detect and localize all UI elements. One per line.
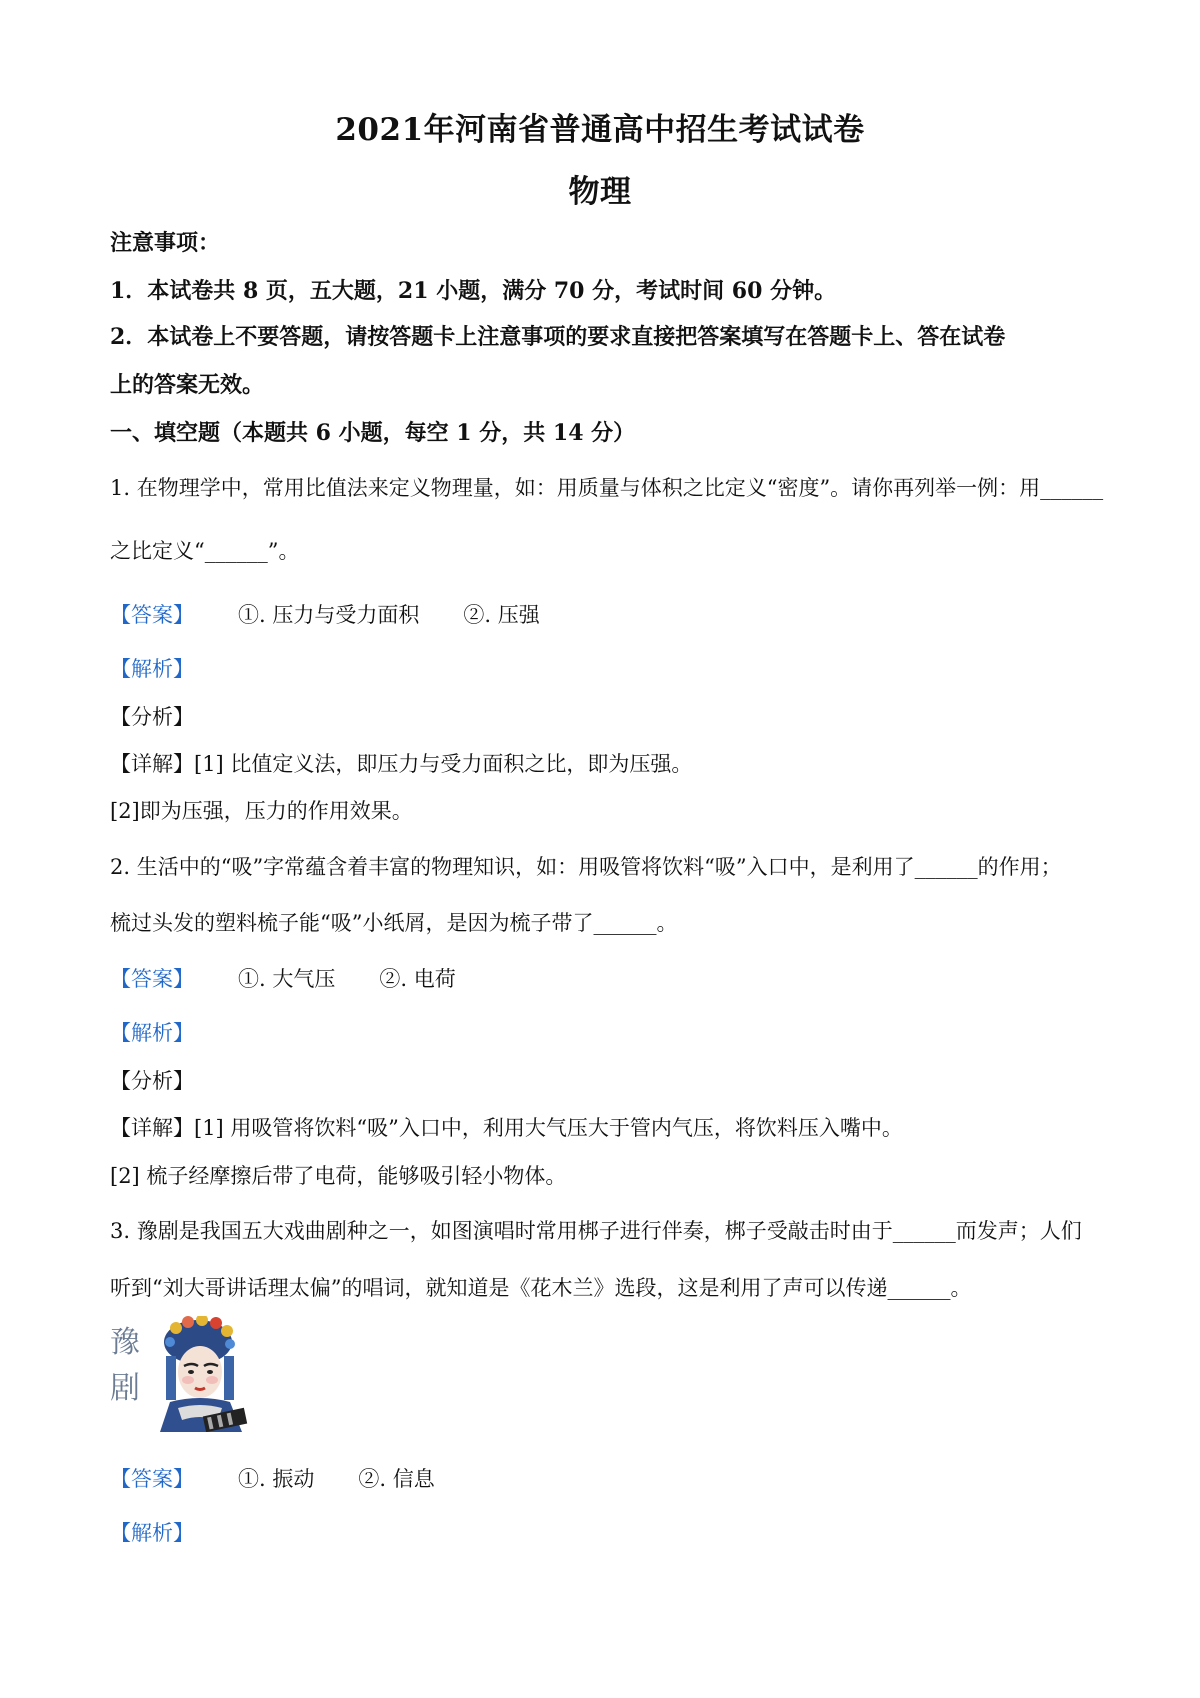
question-2-fenxi: 【分析】: [110, 1069, 194, 1093]
detail-label: 【详解】: [110, 1116, 194, 1140]
question-1-answer: [110, 600, 1110, 630]
question-1-detail-line-1: [110, 749, 1110, 779]
detail-label: 【详解】: [110, 752, 194, 776]
answer-label: 【答案】: [110, 1467, 194, 1491]
question-2-detail-line-1: [110, 1113, 1110, 1143]
answer-item: ①. 压力与受力面积: [238, 603, 420, 627]
question-3-analysis: [110, 1518, 1110, 1548]
question-1-fenxi: 【分析】: [110, 705, 194, 729]
yuju-char-2: 剧: [110, 1371, 140, 1406]
question-1-analysis: [110, 654, 1110, 684]
analysis-label: 【解析】: [110, 1021, 194, 1045]
analysis-label: 【解析】: [110, 657, 194, 681]
exam-title: 2021年河南省普通高中招生考试试卷: [335, 112, 865, 148]
section-heading: 一、填空题（本题共 6 小题，每空 1 分，共 14 分）: [110, 420, 636, 446]
question-2-answer: [110, 964, 1110, 994]
question-2-stem-line-2: 梳过头发的塑料梳子能“吸”小纸屑，是因为梳子带了______。: [110, 911, 678, 935]
answer-item: ②. 电荷: [379, 967, 456, 991]
notice-heading: 注意事项：: [110, 230, 221, 256]
notice-item-2-line-2: 上的答案无效。: [110, 372, 265, 398]
answer-item: ①. 振动: [238, 1467, 315, 1491]
question-2-stem-line-1: 2. 生活中的“吸”字常蕴含着丰富的物理知识，如：用吸管将饮料“吸”入口中，是利用了______的作用；: [110, 855, 1062, 879]
question-1-stem-line-1: 1. 在物理学中，常用比值法来定义物理量，如：用质量与体积之比定义“密度”。请你再列举一例：用______: [110, 476, 1104, 500]
yuju-opera-figure: [108, 1316, 248, 1432]
answer-item: ②. 压强: [463, 603, 540, 627]
notice-item-2-line-1: 2．本试卷上不要答题，请按答题卡上注意事项的要求直接把答案填写在答题卡上、答在试卷: [110, 324, 1006, 350]
notice-item-1: 1．本试卷共 8 页，五大题，21 小题，满分 70 分，考试时间 60 分钟。: [110, 278, 837, 304]
subject-title: 物理: [568, 174, 632, 210]
question-1-stem-line-2: 之比定义“______”。: [110, 539, 300, 563]
yuju-char-1: 豫: [110, 1325, 140, 1360]
question-3-stem-line-2: 听到“刘大哥讲话理太偏”的唱词，就知道是《花木兰》选段，这是利用了声可以传递______。: [110, 1276, 972, 1300]
detail-text: [1] 用吸管将饮料“吸”入口中，利用大气压大于管内气压，将饮料压入嘴中。: [194, 1116, 903, 1140]
question-3-stem-line-1: 3. 豫剧是我国五大戏曲剧种之一，如图演唱时常用梆子进行伴奏，梆子受敲击时由于______而发声；人们: [110, 1219, 1082, 1243]
question-1-detail-line-2: [2]即为压强，压力的作用效果。: [110, 799, 413, 823]
opera-figure-illustration: [108, 1316, 248, 1432]
question-3-answer: [110, 1464, 1110, 1494]
detail-text: [1] 比值定义法，即压力与受力面积之比，即为压强。: [194, 752, 693, 776]
answer-label: 【答案】: [110, 967, 194, 991]
answer-item: ②. 信息: [358, 1467, 435, 1491]
question-2-analysis: [110, 1018, 1110, 1048]
question-2-detail-line-2: [2] 梳子经摩擦后带了电荷，能够吸引轻小物体。: [110, 1164, 567, 1188]
answer-item: ①. 大气压: [238, 967, 336, 991]
analysis-label: 【解析】: [110, 1521, 194, 1545]
answer-label: 【答案】: [110, 603, 194, 627]
